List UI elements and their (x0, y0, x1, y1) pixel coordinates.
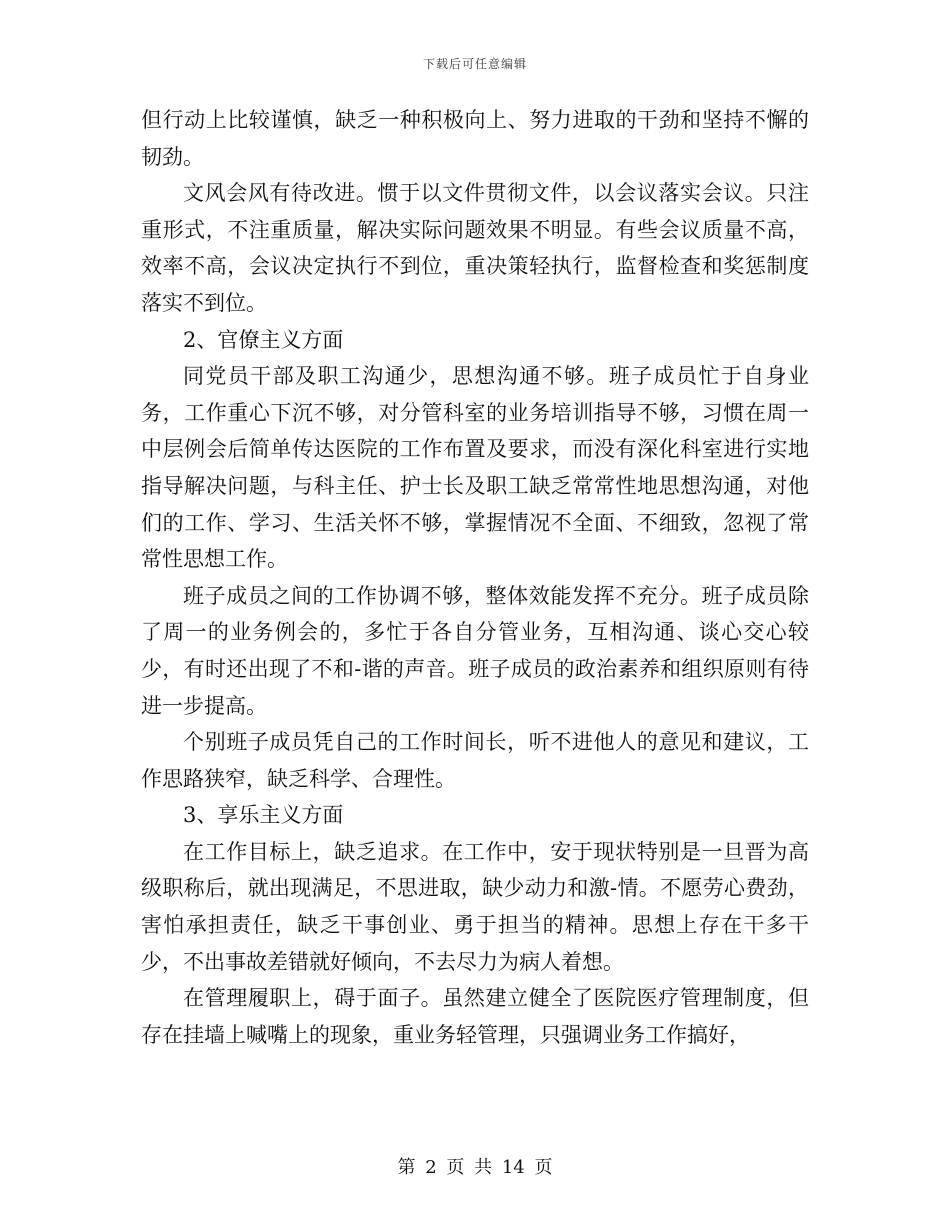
paragraph: 班子成员之间的工作协调不够，整体效能发挥不充分。班子成员除了周一的业务例会的，多忙于各自分管业务，互相沟通、谈心交心较少，有时还出现了不和-谐的声音。班子成员的政治素养和组织原则有待进一步提高。 (141, 583, 809, 718)
paragraph: 同党员干部及职工沟通少，思想沟通不够。班子成员忙于自身业务，工作重心下沉不够，对分管科室的业务培训指导不够，习惯在周一中层例会后简单传达医院的工作布置及要求，而没有深化科室进行实地指导解决问题，与科主任、护士长及职工缺乏常常性地思想沟通，对他们的工作、学习、生活关怀不够，掌握情况不全面、不细致，忽视了常常性思想工作。 (141, 364, 809, 572)
paragraph: 文风会风有待改进。惯于以文件贯彻文件，以会议落实会议。只注重形式，不注重质量，解决实际问题效果不明显。有些会议质量不高，效率不高，会议决定执行不到位，重决策轻执行，监督检查和奖惩制度落实不到位。 (141, 181, 809, 315)
document-body (141, 102, 809, 1053)
paragraph: 个别班子成员凭自己的工作时间长，听不进他人的意见和建议，工作思路狭窄，缺乏科学、合理性。 (141, 730, 809, 791)
section-heading: 2、官僚主义方面 (183, 327, 344, 352)
page-header: 下载后可任意编辑 (422, 57, 527, 71)
paragraph-continued: 但行动上比较谨慎，缺乏一种积极向上、努力进取的干劲和坚持不懈的韧劲。 (141, 108, 809, 169)
page-number: 第 2 页 共 14 页 (397, 1157, 553, 1178)
section-heading: 3、享乐主义方面 (183, 803, 344, 828)
paragraph: 在管理履职上，碍于面子。虽然建立健全了医院医疗管理制度，但存在挂墙上喊嘴上的现象，重业务轻管理，只强调业务工作搞好， (141, 986, 809, 1047)
paragraph: 在工作目标上，缺乏追求。在工作中，安于现状特别是一旦晋为高级职称后，就出现满足，不思进取，缺少动力和激-情。不愿劳心费劲，害怕承担责任，缺乏干事创业、勇于担当的精神。思想上存在干多干少，不出事故差错就好倾向，不去尽力为病人着想。 (141, 839, 809, 974)
